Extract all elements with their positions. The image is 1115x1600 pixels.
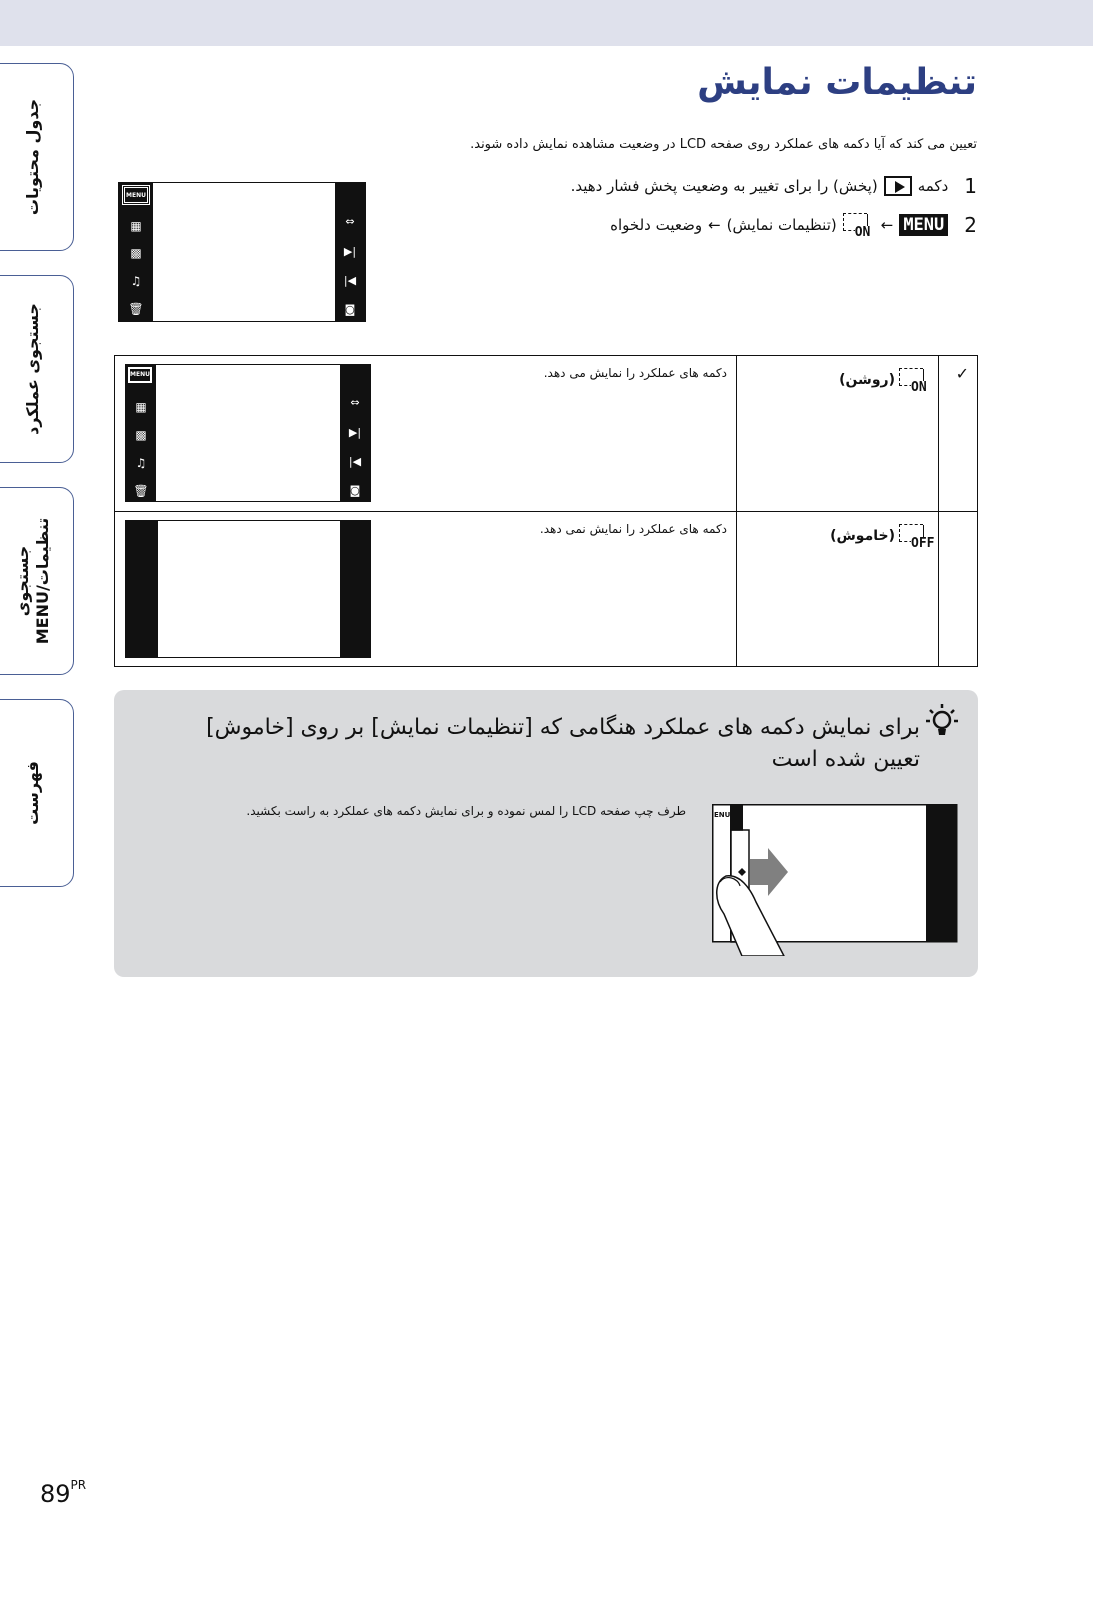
menu-key-icon: MENU xyxy=(899,214,948,236)
slideshow-icon: ♫ xyxy=(130,274,142,288)
tab-contents-label: جدول محتویات xyxy=(23,98,42,216)
option-off-label: (خاموش) xyxy=(830,528,895,544)
lightbulb-icon xyxy=(924,702,960,742)
option-on-name xyxy=(839,368,931,395)
header-band xyxy=(0,0,1093,46)
camera-icon: ◙ xyxy=(349,484,361,497)
page-suffix: PR xyxy=(70,1478,87,1492)
page-number xyxy=(40,1480,86,1508)
option-on-desc: دکمه های عملکرد را نمایش می دهد. xyxy=(543,366,727,380)
tab-function-search[interactable] xyxy=(0,275,74,463)
trash-icon: 🗑 xyxy=(128,302,144,316)
play-button-icon xyxy=(884,176,912,196)
step-2 xyxy=(610,213,977,240)
lcd-right-bar xyxy=(340,365,370,501)
step-2-mid: (تنظیمات نمایش) xyxy=(726,216,837,234)
index-grid-icon: ▩ xyxy=(130,246,142,260)
page-title: تنظیمات نمایش xyxy=(697,62,977,103)
tab-contents[interactable] xyxy=(0,63,74,251)
lcd-diagram-off xyxy=(125,520,371,658)
lcd-diagram-on xyxy=(125,364,371,502)
menu-box-icon: MENU xyxy=(122,185,150,205)
lcd-left-bar xyxy=(126,521,158,657)
lcd-left-bar xyxy=(126,365,156,501)
trash-icon: 🗑 xyxy=(133,484,149,498)
tab-function-search-label: جستجوی عملکرد xyxy=(23,303,42,435)
calendar-icon: ▦ xyxy=(135,400,147,414)
swipe-illustration xyxy=(712,804,958,956)
display-on-icon-text: ON xyxy=(854,225,871,240)
option-off-desc: دکمه های عملکرد را نمایش نمی دهد. xyxy=(539,522,727,536)
calendar-icon: ▦ xyxy=(130,219,142,233)
hint-title: برای نمایش دکمه های عملکرد هنگامی که [تنظیمات نمایش] بر روی [خاموش] تعیین شده است xyxy=(206,715,920,772)
camera-icon: ◙ xyxy=(344,303,356,316)
table-row-off[interactable] xyxy=(115,511,977,667)
lcd-left-bar xyxy=(119,183,153,321)
intro-text: تعیین می کند که آیا دکمه های عملکرد روی صفحه LCD در وضعیت مشاهده نمایش داده شوند. xyxy=(470,137,977,152)
check-icon: ✓ xyxy=(955,364,969,383)
page-number-value: 89 xyxy=(40,1480,71,1508)
option-off-icon-text: OFF xyxy=(911,536,935,551)
display-on-icon xyxy=(843,213,875,240)
swap-icon: ⇔ xyxy=(350,396,360,409)
tab-menu-settings-search-label xyxy=(13,518,53,645)
next-icon: ▶| xyxy=(343,245,357,258)
tab-menu-line2: MENU/تنظیمات xyxy=(33,517,52,645)
swap-icon: ⇔ xyxy=(345,215,355,228)
slideshow-icon: ♫ xyxy=(135,456,147,470)
hint-text: طرف چپ صفحه LCD را لمس نموده و برای نمایش دکمه های عملکرد به راست بکشید. xyxy=(246,804,686,818)
index-grid-icon: ▩ xyxy=(135,428,147,442)
options-table xyxy=(114,355,978,667)
step-2-post: وضعیت دلخواه xyxy=(610,216,703,234)
table-row-on[interactable] xyxy=(115,356,977,511)
step-2-arrow2: ← xyxy=(708,216,721,234)
step-2-arrow1: ← xyxy=(880,216,894,234)
step-2-number: 2 xyxy=(964,213,977,237)
tab-index[interactable] xyxy=(0,699,74,887)
option-on-label: (روشن) xyxy=(839,372,895,388)
step-1-pre: دکمه xyxy=(917,177,949,195)
display-off-icon xyxy=(899,524,935,551)
hint-box xyxy=(114,690,978,977)
lcd-right-bar xyxy=(340,521,370,657)
step-1-number: 1 xyxy=(964,174,977,198)
lcd-right-bar xyxy=(335,183,365,321)
menu-box-icon: MENU xyxy=(128,367,152,383)
next-icon: ▶| xyxy=(348,426,362,439)
display-on-icon xyxy=(899,368,931,395)
option-on-icon-text: ON xyxy=(911,380,927,395)
tab-index-label: فهرست xyxy=(23,761,42,825)
tab-menu-line1: جستجوی xyxy=(13,545,32,617)
prev-icon: |◀ xyxy=(348,455,362,468)
step-1 xyxy=(571,174,977,198)
lcd-diagram-top xyxy=(118,182,366,322)
prev-icon: |◀ xyxy=(343,274,357,287)
menu-fragment-text: ENU xyxy=(714,811,731,819)
step-1-post: (پخش) را برای تغییر به وضعیت پخش فشار دهید. xyxy=(570,177,878,195)
tab-menu-settings-search[interactable] xyxy=(0,487,74,675)
option-off-name xyxy=(830,524,935,551)
